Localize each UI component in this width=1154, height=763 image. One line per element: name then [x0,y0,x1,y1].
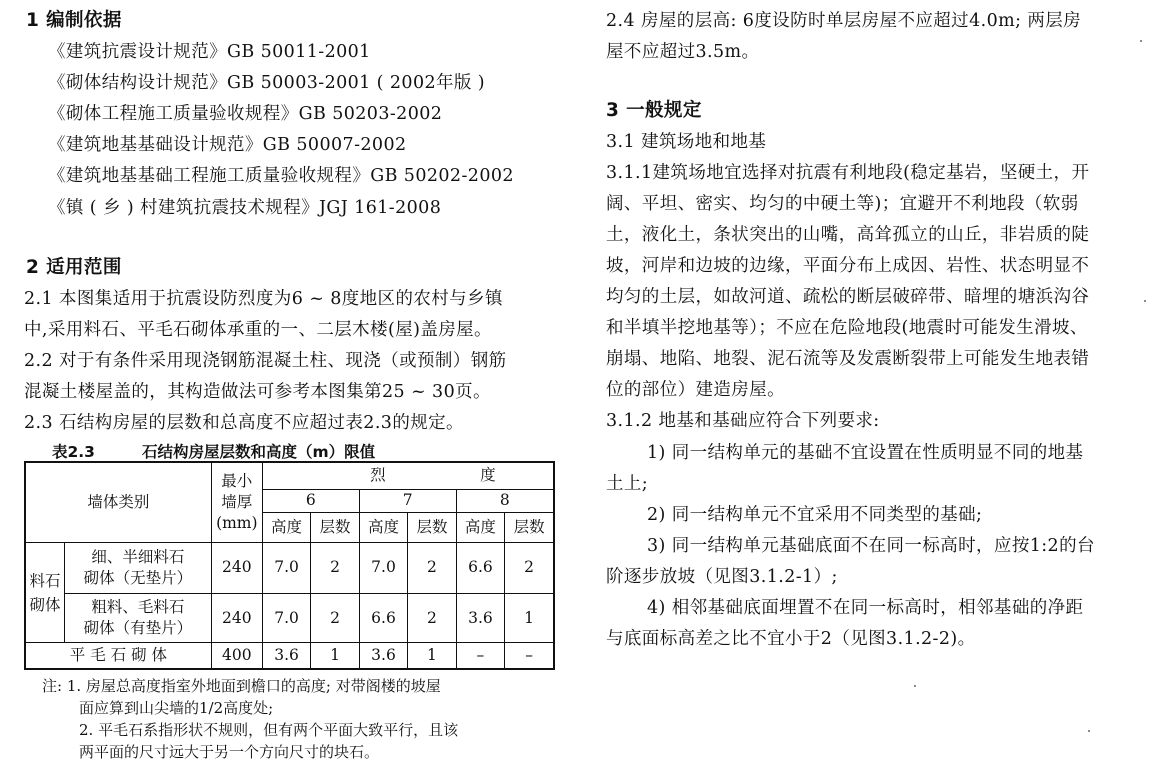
table-number: 表2.3 [52,443,95,461]
floors-cell: – [505,643,554,669]
paragraph-line: 3.1.1建筑场地宜选择对抗震有利地段(稳定基岩，坚硬土，开 [606,163,1090,183]
subsection-heading: 3.1 建筑场地和地基 [606,132,767,152]
paragraph-line: 中,采用料石、平毛石砌体承重的一、二层木楼(屋)盖房屋。 [24,320,492,340]
floors-cell: 2 [505,542,554,593]
height-cell: 7.0 [359,542,407,593]
floors-cell: 2 [408,542,456,593]
intensity-8-header: 8 [456,489,554,513]
height-cell: 7.0 [262,542,310,593]
paragraph-line: 阔、平坦、密实、均匀的中硬土等)；宜避开不利地段（软弱 [606,194,1079,214]
reference-item: 《砌体工程施工质量验收规程》GB 50203-2002 [48,104,443,124]
list-item: 与底面标高差之比不宜小于2（见图3.1.2-2)。 [606,629,976,649]
height-header: 高度 [262,513,310,542]
list-item: 阶逐步放坡（见图3.1.2-1）; [606,567,838,587]
floors-cell: 2 [408,593,456,643]
table-note: 注: 1. 房屋总高度指室外地面到檐口的高度; 对带阁楼的坡屋 [42,677,441,695]
list-item: 3) 同一结构单元基础底面不在同一标高时，应按1:2的台 [647,536,1095,556]
floors-header: 层数 [311,513,359,542]
paragraph-line: 混凝土楼屋盖的，其构造做法可参考本图集第25 ~ 30页。 [24,382,491,402]
reference-item: 《镇 ( 乡 ) 村建筑抗震技术规程》JGJ 161-2008 [48,198,442,218]
wall-type-cell: 细、半细料石 砌体（无垫片） [65,542,212,593]
paragraph-line: 2.1 本图集适用于抗震设防烈度为6 ~ 8度地区的农村与乡镇 [24,289,503,309]
wall-type-header: 墙体类别 [25,462,211,542]
floors-cell: 2 [311,593,359,643]
table-title: 石结构房屋层数和高度（m）限值 [142,443,376,461]
list-item: 1) 同一结构单元的基础不宜设置在性质明显不同的地基 [647,443,1084,463]
floors-cell: 1 [505,593,554,643]
intensity-7-header: 7 [359,489,456,513]
min-thickness-header: 最小 墙厚 (mm) [211,462,262,542]
paragraph-line: 2.3 石结构房屋的层数和总高度不应超过表2.3的规定。 [24,413,464,433]
paragraph-line: 位的部位）建造房屋。 [606,380,785,400]
floors-cell: 2 [311,542,359,593]
height-cell: 7.0 [262,593,310,643]
wall-type-cell: 粗料、毛料石 砌体（有垫片） [65,593,212,643]
height-cell: 3.6 [359,643,407,669]
intensity-6-header: 6 [262,489,359,513]
height-cell: 3.6 [262,643,310,669]
height-cell: 3.6 [456,593,504,643]
reference-item: 《建筑地基基础设计规范》GB 50007-2002 [48,135,407,155]
paragraph-line: 土，液化土，条状突出的山嘴，高耸孤立的山丘，非岩质的陡 [606,225,1090,245]
reference-item: 《建筑地基基础工程施工质量验收规程》GB 50202-2002 [48,166,514,186]
height-cell: – [456,643,504,669]
list-item: 2) 同一结构单元不宜采用不同类型的基础; [647,505,983,525]
height-cell: 6.6 [456,542,504,593]
reference-item: 《砌体结构设计规范》GB 50003-2001 ( 2002年版 ) [48,73,485,93]
section-3-heading: 3 一般规定 [606,100,702,121]
height-header: 高度 [359,513,407,542]
paragraph-line: 屋不应超过3.5m。 [606,42,760,62]
height-cell: 6.6 [359,593,407,643]
scan-speck [1140,40,1142,42]
group-label-cell: 料石 砌体 [25,542,65,643]
floors-cell: 1 [408,643,456,669]
intensity-header: 烈 度 [262,462,554,489]
thickness-cell: 240 [211,542,262,593]
section-2-heading: 2 适用范围 [26,257,122,278]
table-row [25,593,554,643]
paragraph-line: 2.4 房屋的层高: 6度设防时单层房屋不应超过4.0m; 两层房 [606,11,1082,31]
reference-item: 《建筑抗震设计规范》GB 50011-2001 [48,42,371,62]
paragraph-line: 崩塌、地陷、地裂、泥石流等及发震断裂带上可能发生地表错 [606,349,1090,369]
floors-cell: 1 [311,643,359,669]
scan-speck [1088,730,1090,732]
wall-type-cell: 平 毛 石 砌 体 [25,643,211,669]
stone-building-limits-table [24,461,555,670]
table-row [25,643,554,669]
thickness-cell: 240 [211,593,262,643]
list-item: 土上; [606,474,649,494]
thickness-cell: 400 [211,643,262,669]
floors-header: 层数 [408,513,456,542]
table-note: 两平面的尺寸远大于另一个方向尺寸的块石。 [79,743,380,761]
floors-header: 层数 [505,513,554,542]
paragraph-line: 和半填半挖地基等）；不应在危险地段(地震时可能发生滑坡、 [606,318,1088,338]
table-note: 面应算到山尖墙的1/2高度处; [79,699,274,717]
paragraph-line: 2.2 对于有条件采用现浇钢筋混凝土柱、现浇（或预制）钢筋 [24,351,507,371]
paragraph-line: 3.1.2 地基和基础应符合下列要求: [606,411,880,431]
paragraph-line: 均匀的土层，如故河道、疏松的断层破碎带、暗埋的塘浜沟谷 [606,287,1090,307]
scan-speck [914,685,916,687]
section-1-heading: 1 编制依据 [26,10,122,31]
height-header: 高度 [456,513,504,542]
list-item: 4) 相邻基础底面埋置不在同一标高时，相邻基础的净距 [647,598,1084,618]
paragraph-line: 坡，河岸和边坡的边缘，平面分布上成因、岩性、状态明显不 [606,256,1090,276]
scan-speck [1144,300,1146,302]
table-row [25,542,554,593]
table-note: 2. 平毛石系指形状不规则，但有两个平面大致平行，且该 [79,721,459,739]
